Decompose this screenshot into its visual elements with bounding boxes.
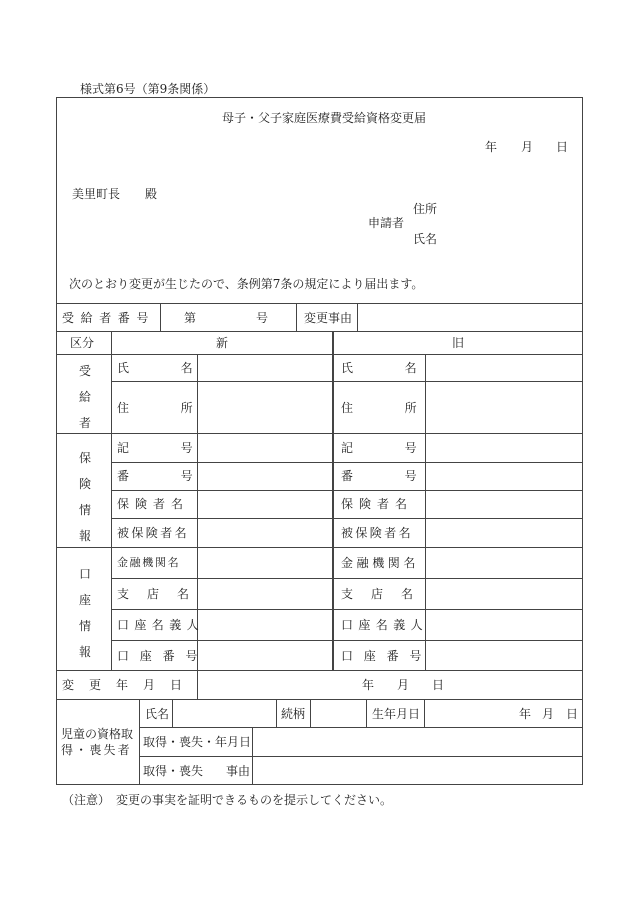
applicant-address-label: 住所	[413, 202, 438, 216]
recipient-number-gou: 号	[256, 311, 269, 325]
change-reason-label: 変更事由	[304, 311, 353, 325]
new-symbol-label: 記号	[117, 441, 245, 455]
date-month: 月	[521, 140, 534, 154]
note: （注意） 変更の事実を証明できるものを提示してください。	[62, 793, 393, 807]
child-birth-label: 生年月日	[372, 707, 421, 721]
old-bank-label: 金融機関名	[341, 556, 420, 570]
addressee-name: 美里町長	[72, 187, 121, 201]
acq-reason-suffix: 事由	[226, 764, 251, 778]
acq-date-label: 取得・喪失・年月日	[143, 735, 252, 749]
child-label-line2: 得・喪失者	[61, 743, 132, 757]
statement: 次のとおり変更が生じたので、条例第7条の規定により届出ます。	[69, 277, 424, 291]
new-header: 新	[216, 336, 229, 350]
old-number-label: 番号	[341, 469, 469, 483]
old-name-label: 氏名	[341, 361, 469, 375]
section-label-account: 口 座 情 報	[78, 567, 91, 659]
new-bank-label: 金融機関名	[117, 556, 181, 569]
child-birth-day: 日	[566, 707, 579, 721]
section-label-recipient: 受 給 者	[78, 364, 91, 430]
section-label-insurance: 保 険 情 報	[78, 451, 91, 543]
child-birth-year: 年	[519, 707, 532, 721]
applicant-name-label: 氏名	[413, 232, 438, 246]
child-name-label: 氏名	[145, 707, 170, 721]
new-number-label: 番号	[117, 469, 245, 483]
old-insurer-label: 保険者名	[341, 497, 414, 511]
change-date-day: 日	[432, 678, 445, 692]
new-insurer-label: 保険者名	[117, 497, 190, 511]
old-account-number-label: 口座番号	[341, 649, 433, 663]
old-symbol-label: 記号	[341, 441, 469, 455]
old-insured-label: 被保険者名	[341, 526, 414, 540]
new-insured-label: 被保険者名	[117, 526, 190, 540]
date-year: 年	[485, 140, 498, 154]
new-branch-label: 支店名	[117, 587, 208, 601]
old-header: 旧	[452, 336, 465, 350]
recipient-number-dai: 第	[184, 311, 197, 325]
new-name-label: 氏名	[117, 361, 245, 375]
form-title: 母子・父子家庭医療費受給資格変更届	[222, 111, 427, 125]
new-holder-label: 口座名義人	[117, 618, 205, 632]
child-relation-label: 続柄	[281, 707, 306, 721]
change-date-label: 変更年月日	[62, 678, 198, 692]
change-date-year: 年	[362, 678, 375, 692]
form-number: 様式第6号（第9条関係）	[80, 82, 216, 96]
new-address-label: 住所	[117, 401, 245, 415]
applicant-label: 申請者	[368, 216, 405, 230]
old-holder-label: 口座名義人	[341, 618, 429, 632]
addressee-honorific: 殿	[145, 187, 158, 201]
date-day: 日	[556, 140, 569, 154]
change-date-month: 月	[397, 678, 410, 692]
old-address-label: 住所	[341, 401, 469, 415]
old-branch-label: 支店名	[341, 587, 432, 601]
new-account-number-label: 口座番号	[117, 649, 209, 663]
recipient-number-label: 受給者番号	[62, 311, 156, 325]
kubun-header: 区分	[70, 336, 95, 350]
child-label-line1: 児童の資格取	[61, 727, 134, 741]
child-birth-month: 月	[542, 707, 555, 721]
acq-reason-label: 取得・喪失	[143, 764, 204, 778]
